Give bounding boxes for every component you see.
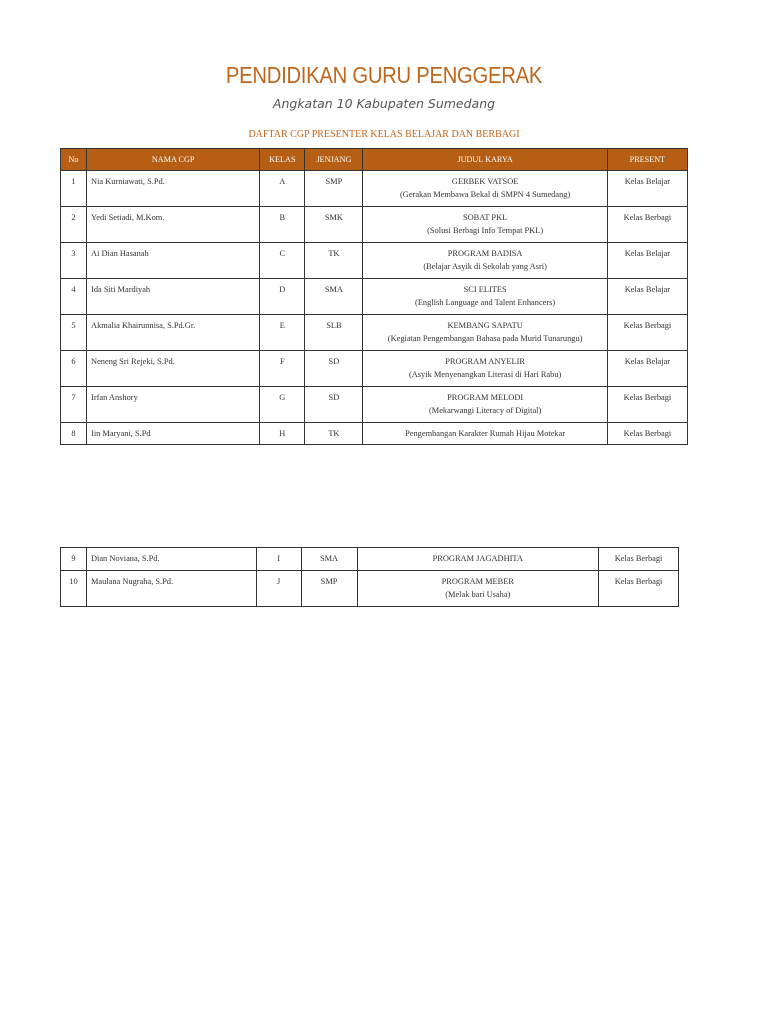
judul-title: KEMBANG SAPATU xyxy=(447,321,523,330)
cell-no: 2 xyxy=(61,207,87,243)
cell-present: Kelas Belajar xyxy=(607,351,687,387)
table-row xyxy=(61,548,679,571)
page-subtitle: Angkatan 10 Kabupaten Sumedang xyxy=(272,96,496,111)
judul-title: PROGRAM BADISA xyxy=(447,249,523,258)
cell-jenjang: SLB xyxy=(305,315,363,351)
cell-jenjang: SMP xyxy=(301,571,357,607)
table-row xyxy=(61,243,688,279)
cell-judul xyxy=(363,243,607,279)
column-header-judul: JUDUL KARYA xyxy=(363,149,607,171)
cell-kelas: A xyxy=(260,171,305,207)
table-row xyxy=(61,423,688,445)
cell-jenjang: SMA xyxy=(305,279,363,315)
table-row xyxy=(61,571,679,607)
cell-jenjang: SMK xyxy=(305,207,363,243)
cell-present: Kelas Belajar xyxy=(607,279,687,315)
column-header-nama: NAMA CGP xyxy=(87,149,260,171)
cell-nama: Yedi Setiadi, M.Kom. xyxy=(87,207,260,243)
cell-nama: Nia Kurniawati, S.Pd. xyxy=(87,171,260,207)
cell-judul xyxy=(363,315,607,351)
cell-judul xyxy=(363,387,607,423)
table-header-row xyxy=(61,149,688,171)
judul-title: GERBEK VATSOE xyxy=(451,177,519,186)
cell-no: 3 xyxy=(61,243,87,279)
cell-nama: Irfan Anshory xyxy=(87,387,260,423)
cell-kelas: J xyxy=(256,571,301,607)
cell-judul xyxy=(357,571,599,607)
judul-description: (Melak bari Usaha) xyxy=(445,590,511,599)
cell-kelas: E xyxy=(260,315,305,351)
judul-title: Pengembangan Karakter Rumah Hijau Motekar xyxy=(405,429,566,438)
judul-title: SOBAT PKL xyxy=(462,213,508,222)
judul-description: (Solusi Berbagi Info Tempat PKL) xyxy=(427,226,544,235)
cell-present: Kelas Berbagi xyxy=(607,387,687,423)
cell-nama: Neneng Sri Rejeki, S.Pd. xyxy=(87,351,260,387)
cell-nama: Ida Siti Mardiyah xyxy=(87,279,260,315)
cell-kelas: G xyxy=(260,387,305,423)
list-heading: DAFTAR CGP PRESENTER KELAS BELAJAR DAN BERBAGI xyxy=(248,129,520,140)
cell-judul xyxy=(363,171,607,207)
cell-present: Kelas Berbagi xyxy=(599,571,679,607)
judul-description: (Mekarwangi Literacy of Digital) xyxy=(428,406,542,415)
cell-jenjang: TK xyxy=(305,243,363,279)
cell-kelas: D xyxy=(260,279,305,315)
judul-description: (Belajar Asyik di Sekolah yang Asri) xyxy=(423,262,547,271)
judul-title: PROGRAM MELODI xyxy=(447,393,524,402)
column-header-jenjang: JENJANG xyxy=(305,149,363,171)
judul-description: (Asyik Menyenangkan Literasi di Hari Rabu) xyxy=(408,370,562,379)
column-header-kelas: KELAS xyxy=(260,149,305,171)
cell-judul xyxy=(357,548,599,571)
cell-kelas: H xyxy=(260,423,305,445)
column-header-no: No xyxy=(61,149,87,171)
cell-nama: Iin Maryani, S.Pd xyxy=(87,423,260,445)
table-row xyxy=(61,207,688,243)
cell-nama: Dian Noviana, S.Pd. xyxy=(86,548,256,571)
cell-present: Kelas Berbagi xyxy=(599,548,679,571)
cell-no: 5 xyxy=(61,315,87,351)
judul-description: (Kegiatan Pengembangan Bahasa pada Murid Tunarungu) xyxy=(387,334,583,343)
presenter-table xyxy=(60,148,688,445)
cell-judul xyxy=(363,279,607,315)
cell-no: 9 xyxy=(61,548,87,571)
cell-no: 4 xyxy=(61,279,87,315)
cell-nama: Akmalia Khairunnisa, S.Pd.Gr. xyxy=(87,315,260,351)
cell-nama: Ai Dian Hasanah xyxy=(87,243,260,279)
table-row xyxy=(61,351,688,387)
table-row xyxy=(61,279,688,315)
cell-no: 6 xyxy=(61,351,87,387)
cell-judul xyxy=(363,351,607,387)
cell-present: Kelas Berbagi xyxy=(607,207,687,243)
presenter-table-continued xyxy=(60,547,679,607)
table-row xyxy=(61,387,688,423)
cell-present: Kelas Berbagi xyxy=(607,423,687,445)
cell-kelas: B xyxy=(260,207,305,243)
cell-no: 1 xyxy=(61,171,87,207)
cell-kelas: C xyxy=(260,243,305,279)
cell-kelas: I xyxy=(256,548,301,571)
cell-kelas: F xyxy=(260,351,305,387)
table-row xyxy=(61,315,688,351)
cell-judul xyxy=(363,423,607,445)
judul-title: PROGRAM ANYELIR xyxy=(445,357,526,366)
judul-title: PROGRAM JAGADHITA xyxy=(432,554,523,563)
judul-description: (English Language and Talent Enhancers) xyxy=(415,298,556,307)
cell-jenjang: SD xyxy=(305,387,363,423)
cell-judul xyxy=(363,207,607,243)
cell-no: 8 xyxy=(61,423,87,445)
cell-jenjang: SMA xyxy=(301,548,357,571)
cell-present: Kelas Belajar xyxy=(607,243,687,279)
cell-jenjang: SD xyxy=(305,351,363,387)
cell-nama: Maulana Nugraha, S.Pd. xyxy=(86,571,256,607)
cell-present: Kelas Belajar xyxy=(607,171,687,207)
cell-no: 10 xyxy=(61,571,87,607)
column-header-present: PRESENT xyxy=(607,149,687,171)
cell-jenjang: TK xyxy=(305,423,363,445)
page-title: PENDIDIKAN GURU PENGGERAK xyxy=(225,62,543,88)
judul-title: SCI ELITES xyxy=(463,285,507,294)
cell-present: Kelas Berbagi xyxy=(607,315,687,351)
cell-jenjang: SMP xyxy=(305,171,363,207)
table-row xyxy=(61,171,688,207)
cell-no: 7 xyxy=(61,387,87,423)
judul-title: PROGRAM MEBER xyxy=(441,577,514,586)
judul-description: (Gerakan Membawa Bekal di SMPN 4 Sumedang) xyxy=(399,190,571,199)
